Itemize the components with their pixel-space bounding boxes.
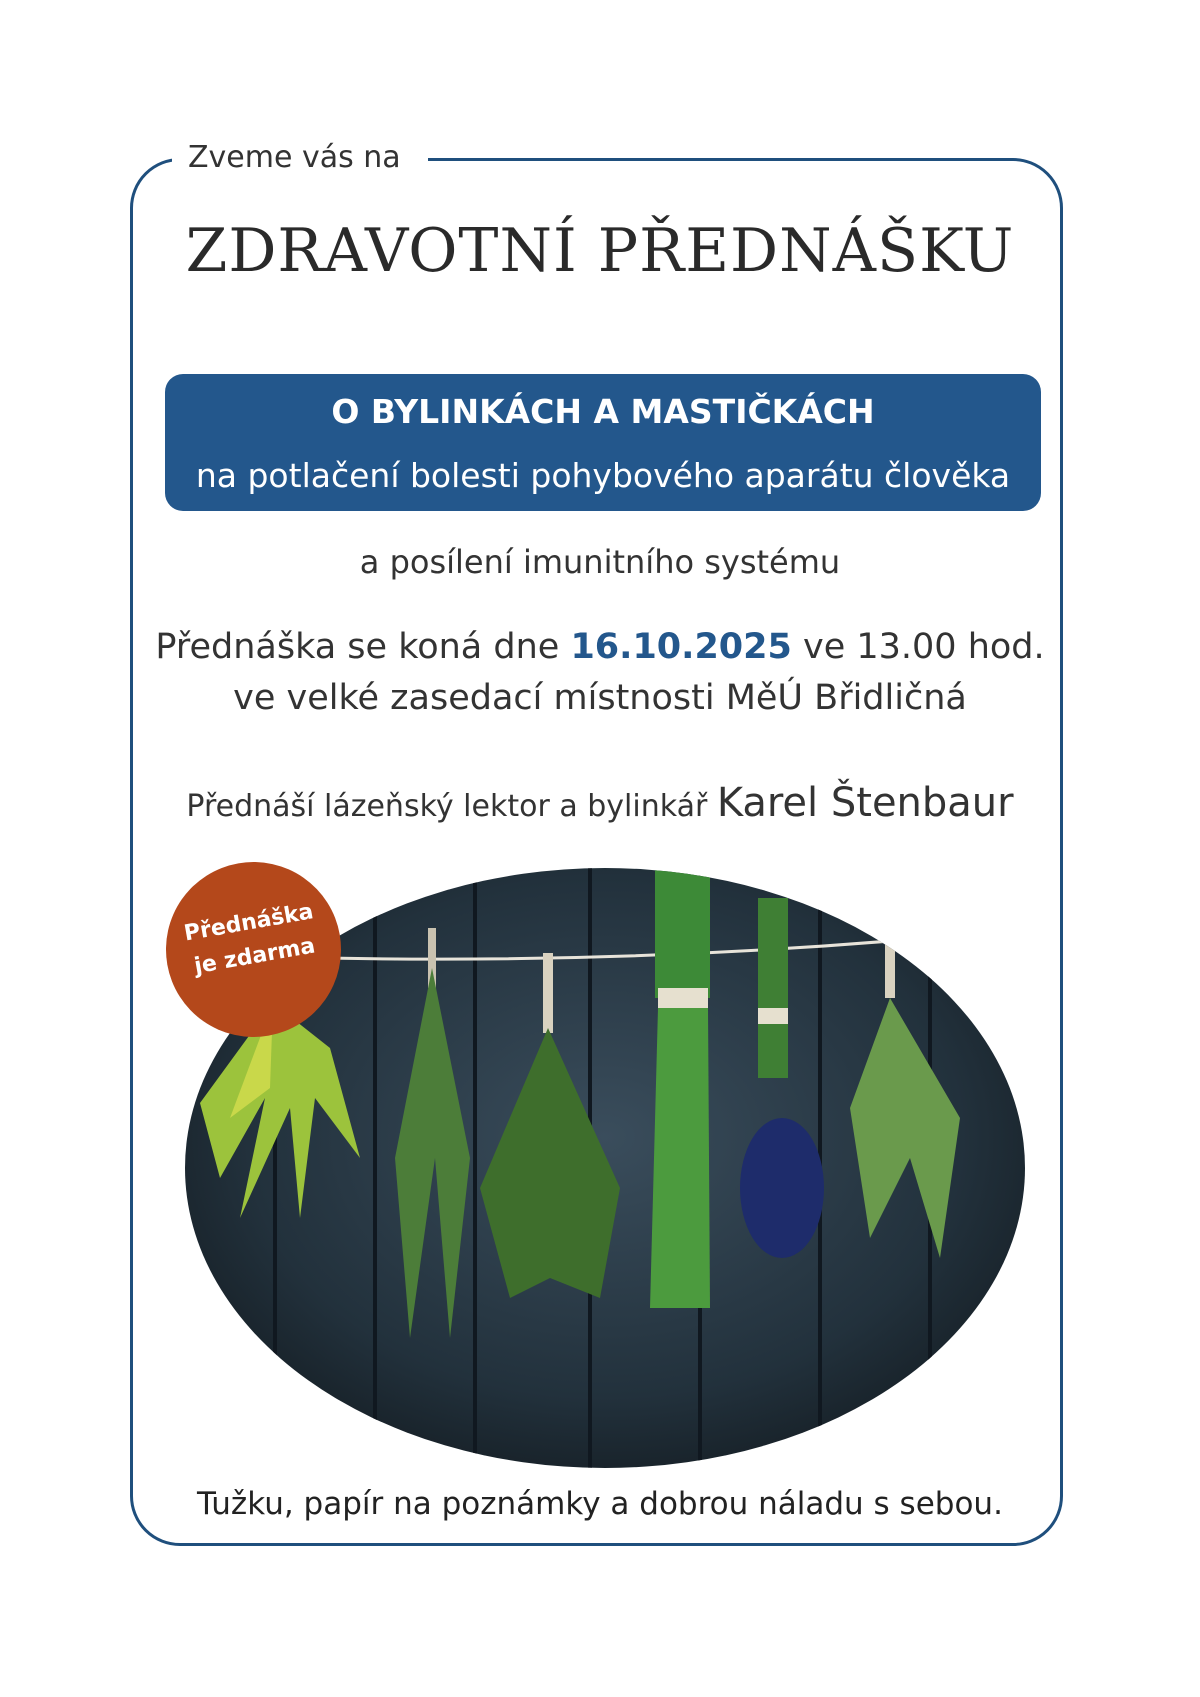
event-when [130, 627, 1070, 667]
topic-subtitle: a posílení imunitního systému [359, 543, 841, 581]
invite-text: Zveme vás na [188, 140, 401, 175]
bring-note: Tužku, papír na poznámky a dobrou náladu s sebou. [197, 1486, 1003, 1522]
when-prefix: Přednáška se koná dne [155, 627, 571, 667]
when-suffix: ve 13.00 hod. [791, 627, 1045, 667]
main-title: ZDRAVOTNÍ PŘEDNÁŠKU [185, 216, 1015, 286]
badge-line1: Přednáška [182, 899, 316, 947]
banner-title: O BYLINKÁCH A MASTIČKÁCH [331, 392, 875, 431]
event-where: ve velké zasedací místnosti MěÚ Břidličná [233, 678, 967, 718]
event-date: 16.10.2025 [570, 627, 792, 667]
lecturer-name: Karel Štenbaur [716, 780, 1014, 826]
badge-line2: je zdarma [192, 933, 318, 980]
lecturer-prefix: Přednáší lázeňský lektor a bylinkář [186, 789, 717, 824]
topic-banner [165, 374, 1041, 511]
lecturer-line [130, 780, 1070, 826]
banner-subtitle: na potlačení bolesti pohybového aparátu člověka [195, 456, 1011, 495]
